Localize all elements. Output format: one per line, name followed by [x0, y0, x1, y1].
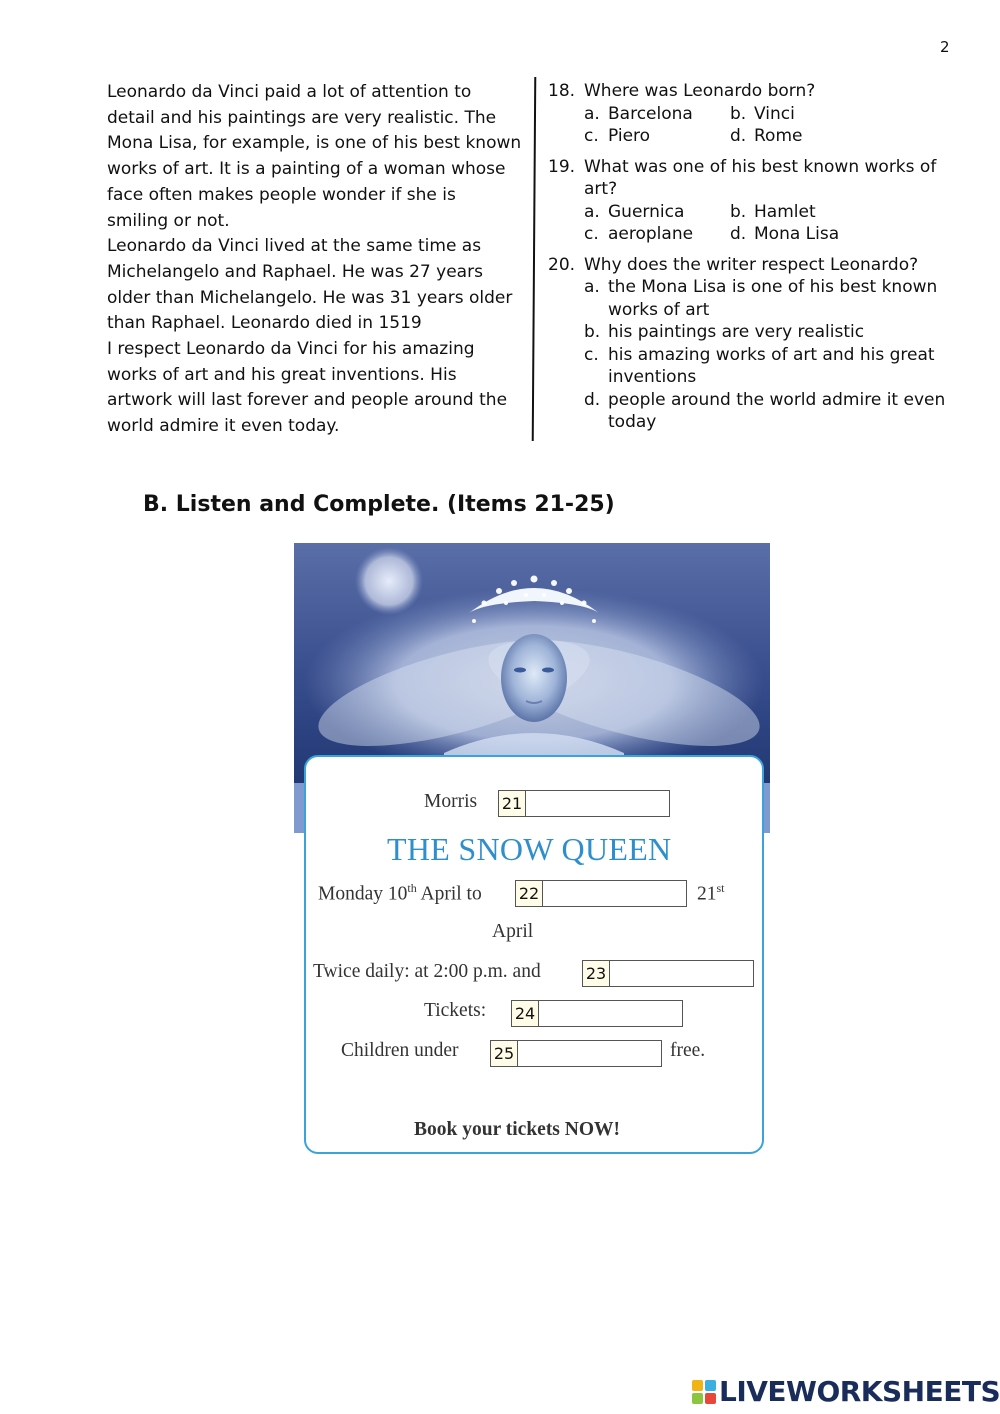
blank-22-input[interactable]: 22	[515, 880, 687, 907]
option-c[interactable]: c. aeroplane	[584, 224, 694, 244]
poster-line-dates: Monday 10th April to	[318, 881, 482, 905]
poster-line-children: Children under	[341, 1040, 459, 1061]
column-divider	[532, 77, 537, 441]
option-b[interactable]: b. his paintings are very realistic	[584, 322, 865, 342]
section-b-heading: B. Listen and Complete. (Items 21-25)	[143, 492, 615, 517]
option-b[interactable]: b. Vinci	[730, 103, 795, 124]
page-number: 2	[940, 38, 950, 56]
liveworksheets-logo	[692, 1375, 1000, 1408]
question-number: 19.	[548, 156, 576, 177]
brand-name: LIVEWORKSHEETS	[719, 1375, 1000, 1408]
option-d[interactable]: d. people around the world admire it even today	[584, 389, 946, 432]
question-number: 18.	[548, 81, 576, 101]
option-c[interactable]: c. Piero	[584, 126, 651, 146]
question-text: Where was Leonardo born?	[584, 81, 816, 101]
option-d[interactable]: d. Mona Lisa	[730, 224, 840, 244]
question-18	[548, 80, 948, 148]
poster-children-suffix: free.	[670, 1040, 706, 1061]
option-c[interactable]: c. his amazing works of art and his great inventions	[584, 344, 935, 387]
poster-date-month: April	[492, 921, 534, 942]
question-text: Why does the writer respect Leonardo?	[584, 254, 919, 275]
poster-line-tickets: Tickets:	[424, 1000, 487, 1021]
poster-title: THE SNOW QUEEN	[387, 831, 672, 867]
question-list	[548, 80, 948, 442]
question-20	[548, 254, 948, 434]
passage-paragraph: I respect Leonardo da Vinci for his amazing works of art and his great inventions. His artwork will last forever and people around the world admire it even today.	[107, 339, 508, 437]
option-a[interactable]: a. Guernica	[584, 201, 685, 222]
option-a[interactable]: a. Barcelona	[584, 103, 693, 124]
option-a[interactable]: a. the Mona Lisa is one of his best known works of art	[584, 277, 938, 320]
blank-23-input[interactable]: 23	[582, 960, 754, 987]
question-text: What was one of his best known works of art?	[584, 156, 937, 199]
blank-25-input[interactable]: 25	[490, 1040, 662, 1067]
question-19	[548, 156, 948, 246]
passage-paragraph: Leonardo da Vinci lived at the same time as Michelangelo and Raphael. He was 27 years older than Michelangelo. He was 31 years older than Raphael. Leonardo died in 1519	[107, 236, 513, 334]
poster-date-end: 21st	[697, 881, 725, 905]
poster-book-now: Book your tickets NOW!	[414, 1119, 621, 1140]
question-number: 20.	[548, 254, 576, 275]
poster-card	[304, 755, 764, 1154]
liveworksheets-logo-icon	[692, 1380, 716, 1404]
blank-24-input[interactable]: 24	[511, 1000, 683, 1027]
snow-queen-poster	[294, 543, 770, 1155]
passage-paragraph: Leonardo da Vinci paid a lot of attention to detail and his paintings are very realistic. The Mona Lisa, for example, is one of his best known works of art. It is a painting of a woman whose face often makes people wonder if she is smiling or not.	[107, 82, 522, 231]
poster-line-times: Twice daily: at 2:00 p.m. and	[313, 961, 541, 982]
reading-passage	[107, 80, 522, 440]
poster-line-morris: Morris	[424, 791, 478, 812]
option-b[interactable]: b. Hamlet	[730, 201, 816, 222]
option-d[interactable]: d. Rome	[730, 126, 803, 146]
blank-21-input[interactable]: 21	[498, 790, 670, 817]
